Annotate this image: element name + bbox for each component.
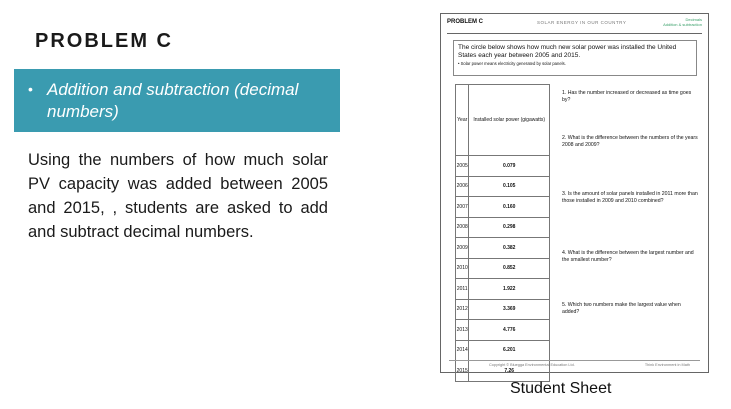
sheet-problem-label: PROBLEM C [447, 19, 483, 25]
power-value-cell: 7.26 [469, 361, 550, 382]
bullet-icon: • [28, 81, 33, 97]
table-row [456, 197, 550, 218]
footer-tagline: Think Environment in Math [644, 363, 690, 367]
sheet-intro-box [453, 40, 697, 76]
question-1: 1. Has the number increased or decreased as time goes by? [562, 90, 692, 103]
table-row [456, 320, 550, 341]
sheet-header [447, 19, 702, 34]
year-cell: 2005 [456, 156, 469, 177]
year-cell: 2010 [456, 258, 469, 279]
sheet-footer [449, 360, 700, 369]
sheet-tag-line1: Decimals [685, 17, 702, 22]
slide-title: PROBLEM C [35, 30, 173, 52]
sheet-tag-line2: Addition & subtraction [663, 22, 702, 27]
question-5: 5. Which two numbers make the largest value when added? [562, 302, 681, 315]
year-cell: 2006 [456, 176, 469, 197]
power-value-cell: 4.776 [469, 320, 550, 341]
year-cell: 2007 [456, 197, 469, 218]
power-value-cell: 0.079 [469, 156, 550, 177]
year-cell: 2013 [456, 320, 469, 341]
power-value-cell: 3.369 [469, 299, 550, 320]
power-value-cell: 1.922 [469, 279, 550, 300]
footer-copyright: Copyright © Bluegga Environmental Education Ltd. [489, 363, 575, 367]
year-cell: 2011 [456, 279, 469, 300]
table-row [456, 340, 550, 361]
table-row [456, 238, 550, 259]
solar-data-table [455, 84, 550, 382]
power-value-cell: 0.382 [469, 238, 550, 259]
table-row [456, 156, 550, 177]
table-row [456, 217, 550, 238]
year-cell: 2008 [456, 217, 469, 238]
topic-banner [14, 69, 340, 132]
table-row [456, 258, 550, 279]
year-cell: 2012 [456, 299, 469, 320]
student-sheet-caption: Student Sheet [510, 380, 612, 397]
column-header-power: Installed solar power (gigawatts) [469, 85, 550, 156]
power-value-cell: 6.201 [469, 340, 550, 361]
table-row [456, 299, 550, 320]
student-sheet [440, 13, 709, 373]
question-4: 4. What is the difference between the largest number and the smallest number? [562, 250, 694, 263]
question-2: 2. What is the difference between the numbers of the years 2008 and 2009? [562, 135, 698, 148]
table-row [456, 176, 550, 197]
question-3: 3. Is the amount of solar panels installed in 2011 more than those installed in 2009 and 2010 combined? [562, 191, 698, 204]
year-cell: 2014 [456, 340, 469, 361]
column-header-year: Year [456, 85, 469, 156]
year-cell: 2009 [456, 238, 469, 259]
power-value-cell: 0.160 [469, 197, 550, 218]
year-cell: 2015 [456, 361, 469, 382]
banner-text: Addition and subtraction (decimal numbers) [47, 80, 299, 121]
power-value-cell: 0.298 [469, 217, 550, 238]
description-text: Using the numbers of how much solar PV capacity was added between 2005 and 2015, , students are asked to add and subtract decimal numbers. [28, 151, 328, 241]
table-row [456, 279, 550, 300]
sheet-tag [663, 17, 702, 27]
power-value-cell: 0.852 [469, 258, 550, 279]
power-value-cell: 0.105 [469, 176, 550, 197]
sheet-intro-text: The circle below shows how much new solar power was installed the United States each year between 2005 and 2015. [458, 44, 677, 59]
sheet-intro-note: • Solar power means electricity generated by solar panels. [458, 61, 566, 66]
sheet-topic: SOLAR ENERGY IN OUR COUNTRY [537, 20, 627, 25]
